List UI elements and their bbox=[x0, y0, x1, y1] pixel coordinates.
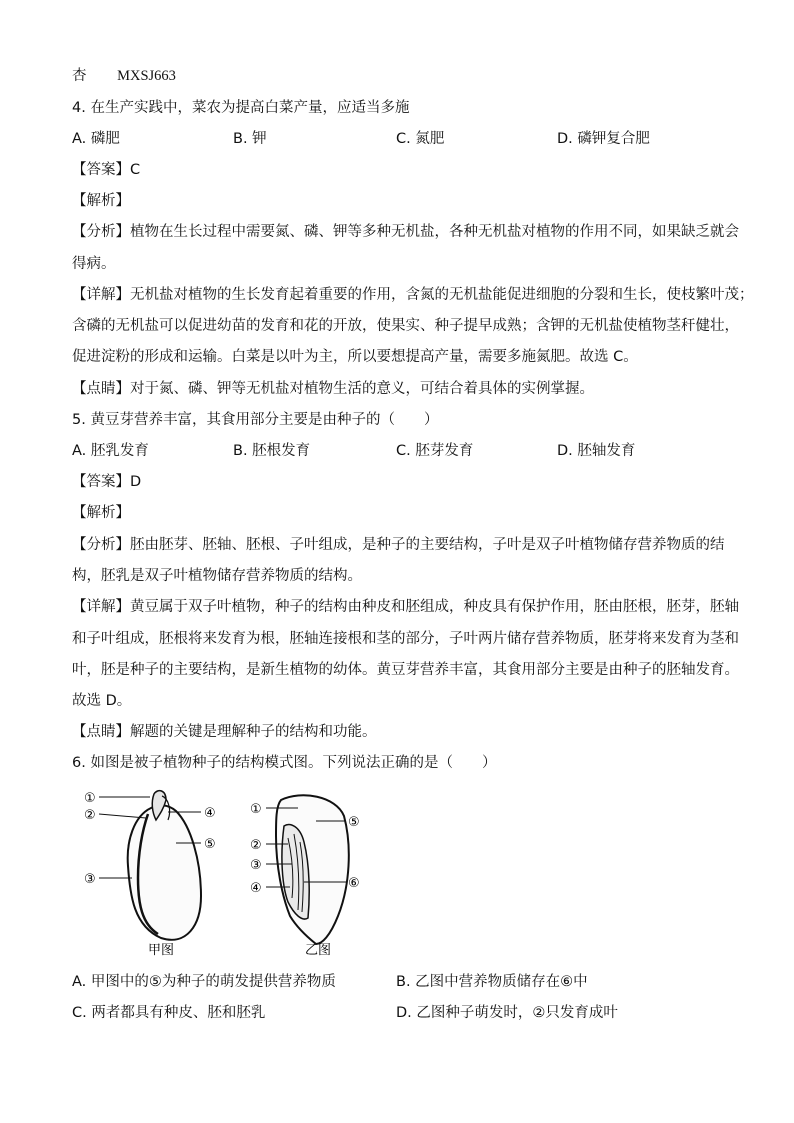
q4-dianjing: 【点睛】对于氮、磷、钾等无机盐对植物生活的意义，可结合着具体的实例掌握。 bbox=[72, 381, 594, 397]
q4-xiangjie-line-1: 【详解】无机盐对植物的生长发育起着重要的作用，含氮的无机盐能促进细胞的分裂和生长，使枝繁叶茂； bbox=[72, 287, 754, 303]
bean-seed-drawing bbox=[128, 791, 201, 940]
q5-fenxi-line-2: 构，胚乳是双子叶植物储存营养物质的结构。 bbox=[72, 568, 362, 584]
q5-xiangjie-line-2: 和子叶组成，胚根将来发育为根，胚轴连接根和茎的部分，子叶两片储存营养物质，胚芽将来发育为茎和 bbox=[72, 631, 739, 647]
q4-stem: 4. 在生产实践中，菜农为提高白菜产量，应适当多施 bbox=[72, 100, 410, 116]
jia-label-5: ⑤ bbox=[204, 837, 216, 852]
header-prefix: 杏 bbox=[72, 68, 87, 84]
q5-analysis-title: 【解析】 bbox=[72, 505, 130, 521]
q5-stem: 5. 黄豆芽营养丰富，其食用部分主要是由种子的（ ） bbox=[72, 412, 439, 428]
q5-fenxi-line-1: 【分析】胚由胚芽、胚轴、胚根、子叶组成，是种子的主要结构，子叶是双子叶植物储存营养物质的结 bbox=[72, 537, 725, 553]
q5-answer: 【答案】D bbox=[72, 474, 142, 490]
q6-option-b: B. 乙图中营养物质储存在⑥中 bbox=[396, 974, 588, 990]
q5-option-d: D. 胚轴发育 bbox=[557, 443, 636, 459]
jia-label-2: ② bbox=[84, 808, 96, 823]
q5-xiangjie-line-4: 故选 D。 bbox=[72, 693, 132, 709]
q6-option-d: D. 乙图种子萌发时，②只发育成叶 bbox=[396, 1005, 618, 1021]
q4-option-d: D. 磷钾复合肥 bbox=[557, 131, 650, 147]
q4-option-a: A. 磷肥 bbox=[72, 131, 120, 147]
q6-option-c: C. 两者都具有种皮、胚和胚乳 bbox=[72, 1005, 266, 1021]
seed-structure-diagram bbox=[76, 786, 396, 962]
q5-dianjing: 【点睛】解题的关键是理解种子的结构和功能。 bbox=[72, 724, 377, 740]
yi-label-6: ⑥ bbox=[348, 876, 360, 891]
q5-option-a: A. 胚乳发育 bbox=[72, 443, 149, 459]
jia-caption: 甲图 bbox=[148, 943, 175, 958]
q5-xiangjie-line-3: 叶，胚是种子的主要结构，是新生植物的幼体。黄豆芽营养丰富，其食用部分主要是由种子的胚轴发育。 bbox=[72, 662, 739, 678]
q4-fenxi-line-1: 【分析】植物在生长过程中需要氮、磷、钾等多种无机盐，各种无机盐对植物的作用不同，如果缺乏就会 bbox=[72, 224, 739, 240]
yi-label-2: ② bbox=[250, 838, 262, 853]
q4-option-c: C. 氮肥 bbox=[396, 131, 445, 147]
jia-label-4: ④ bbox=[204, 806, 216, 821]
yi-label-3: ③ bbox=[250, 858, 262, 873]
corn-seed-drawing bbox=[276, 795, 349, 944]
q4-fenxi-line-2: 得病。 bbox=[72, 256, 116, 272]
yi-label-4: ④ bbox=[250, 881, 262, 896]
jia-label-3: ③ bbox=[84, 872, 96, 887]
q6-option-a: A. 甲图中的⑤为种子的萌发提供营养物质 bbox=[72, 974, 336, 990]
q4-xiangjie-line-3: 促进淀粉的形成和运输。白菜是以叶为主，所以要想提高产量，需要多施氮肥。故选 C。 bbox=[72, 349, 638, 365]
q5-option-b: B. 胚根发育 bbox=[233, 443, 311, 459]
q4-answer: 【答案】C bbox=[72, 162, 141, 178]
q5-option-c: C. 胚芽发育 bbox=[396, 443, 474, 459]
yi-label-1: ① bbox=[250, 802, 262, 817]
yi-label-5: ⑤ bbox=[348, 815, 360, 830]
header-code: MXSJ663 bbox=[117, 68, 176, 84]
q4-xiangjie-line-2: 含磷的无机盐可以促进幼苗的发育和花的开放，使果实、种子提早成熟；含钾的无机盐使植物茎秆健壮， bbox=[72, 318, 739, 334]
q6-stem: 6. 如图是被子植物种子的结构模式图。下列说法正确的是（ ） bbox=[72, 755, 497, 771]
header-line bbox=[72, 66, 176, 86]
seed-structure-figure bbox=[76, 786, 396, 962]
yi-caption: 乙图 bbox=[305, 943, 332, 958]
q4-option-b: B. 钾 bbox=[233, 131, 267, 147]
jia-label-1: ① bbox=[84, 791, 96, 806]
q4-analysis-title: 【解析】 bbox=[72, 193, 130, 209]
q5-xiangjie-line-1: 【详解】黄豆属于双子叶植物，种子的结构由种皮和胚组成，种皮具有保护作用，胚由胚根，胚芽，胚轴 bbox=[72, 599, 739, 615]
